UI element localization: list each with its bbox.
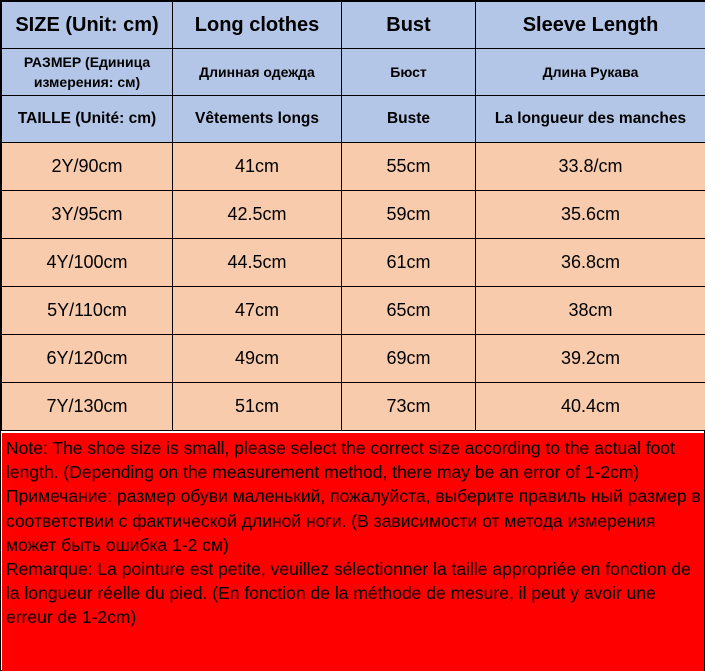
size-cell: 7Y/130cm: [2, 383, 173, 431]
table-row: [2, 191, 705, 239]
size-cell: 3Y/95cm: [2, 191, 173, 239]
header-sleeve-length: Sleeve Length: [476, 2, 705, 49]
header-row-french: [2, 96, 705, 143]
header-sleeve-length-fr: La longueur des manches: [476, 96, 705, 143]
size-table: [1, 1, 705, 431]
table-row: [2, 335, 705, 383]
header-size: SIZE (Unit: cm): [2, 2, 173, 49]
header-sleeve-length-ru: Длина Рукава: [476, 49, 705, 96]
header-row-english: [2, 2, 705, 49]
header-long-clothes: Long clothes: [173, 2, 342, 49]
table-row: [2, 239, 705, 287]
sleeve-cell: 36.8cm: [476, 239, 705, 287]
header-bust: Bust: [342, 2, 476, 49]
table-row: [2, 287, 705, 335]
sleeve-cell: 39.2cm: [476, 335, 705, 383]
bust-cell: 69cm: [342, 335, 476, 383]
header-bust-fr: Buste: [342, 96, 476, 143]
size-cell: 2Y/90cm: [2, 143, 173, 191]
note-box: [2, 433, 704, 671]
size-cell: 6Y/120cm: [2, 335, 173, 383]
bust-cell: 73cm: [342, 383, 476, 431]
bust-cell: 61cm: [342, 239, 476, 287]
bust-cell: 65cm: [342, 287, 476, 335]
table-row: [2, 143, 705, 191]
size-cell: 4Y/100cm: [2, 239, 173, 287]
header-row-russian: [2, 49, 705, 96]
note-french: Remarque: La pointure est petite, veuillez sélectionner la taille appropriée en fonction de la longueur réelle du pied. (En fonction de la méthode de mesure, il peut y avoir une erreur de 1-2cm): [6, 559, 691, 628]
sleeve-cell: 33.8/cm: [476, 143, 705, 191]
sleeve-cell: 40.4cm: [476, 383, 705, 431]
header-bust-ru: Бюст: [342, 49, 476, 96]
length-cell: 47cm: [173, 287, 342, 335]
table-row: [2, 383, 705, 431]
length-cell: 44.5cm: [173, 239, 342, 287]
length-cell: 49cm: [173, 335, 342, 383]
length-cell: 41cm: [173, 143, 342, 191]
length-cell: 42.5cm: [173, 191, 342, 239]
length-cell: 51cm: [173, 383, 342, 431]
bust-cell: 55cm: [342, 143, 476, 191]
bust-cell: 59cm: [342, 191, 476, 239]
sleeve-cell: 35.6cm: [476, 191, 705, 239]
note-russian: Примечание: размер обуви маленький, пожалуйста, выберите правиль ный размер в соответствии с фактической длиной ноги. (В зависимости от метода измерения может быть ошибка 1-2 см): [6, 486, 701, 555]
header-long-clothes-ru: Длинная одежда: [173, 49, 342, 96]
header-long-clothes-fr: Vêtements longs: [173, 96, 342, 143]
header-size-ru: РАЗМЕР (Единица измерения: см): [2, 49, 173, 96]
header-size-fr: TAILLE (Unité: cm): [2, 96, 173, 143]
sleeve-cell: 38cm: [476, 287, 705, 335]
size-cell: 5Y/110cm: [2, 287, 173, 335]
note-english: Note: The shoe size is small, please select the correct size according to the actual foot length. (Depending on the measurement method, there may be an error of 1-2cm): [6, 438, 675, 483]
